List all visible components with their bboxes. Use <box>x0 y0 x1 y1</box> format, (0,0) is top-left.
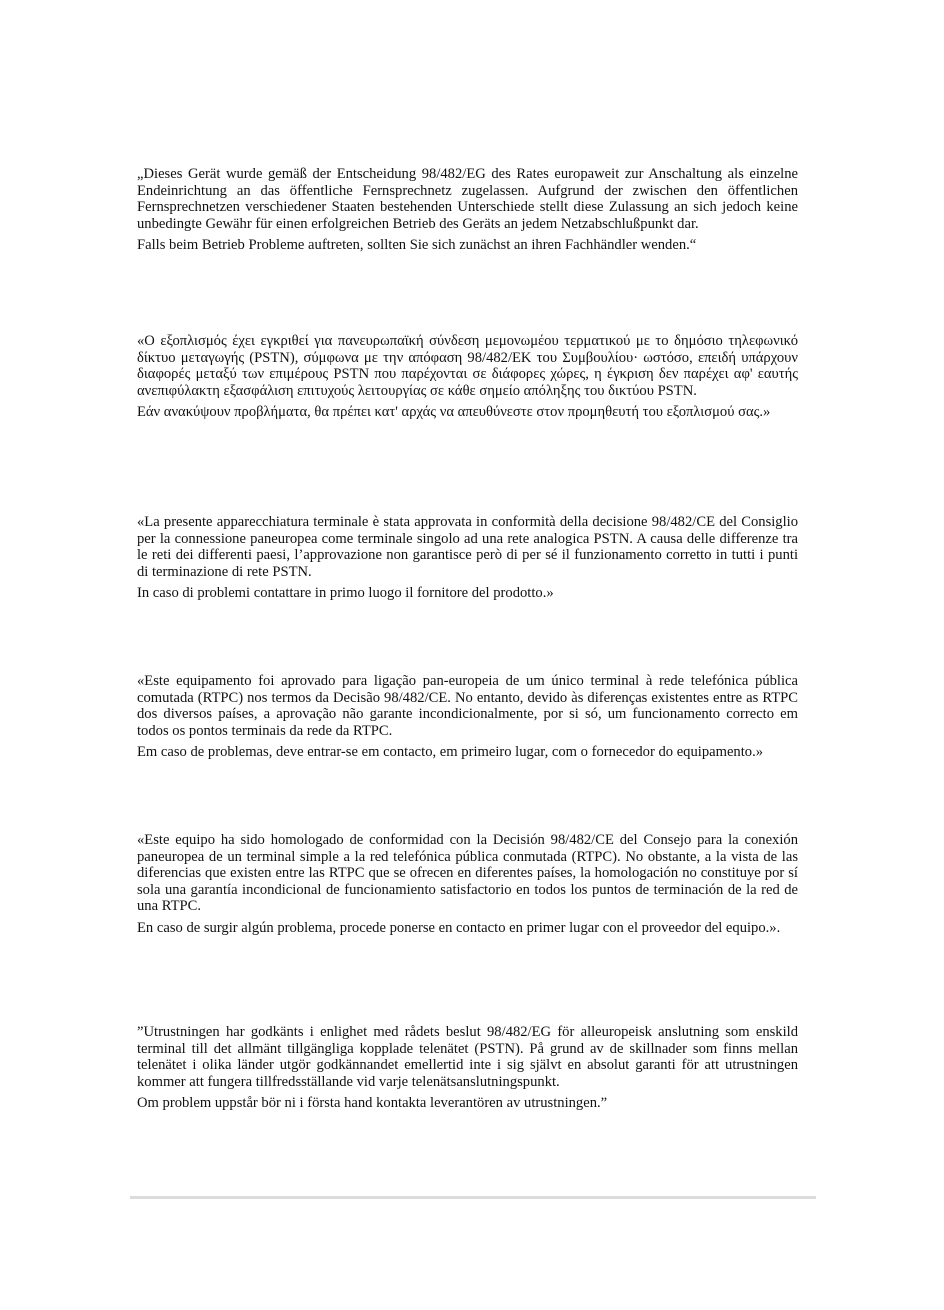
declaration-italian-paragraph-1: «La presente apparecchiatura terminale è stata approvata in conformità della decisione 98/482/CE del Consiglio per la connessione paneuropea come terminale singolo ad una rete analogica PSTN. A causa delle differenze tra le reti dei differenti paesi, l’approvazione non garantisce però di per sé il funzionamento corretto in tutti i punti di terminazione di rete PSTN. <box>137 514 798 580</box>
declaration-swedish-paragraph-1: ”Utrustningen har godkänts i enlighet med rådets beslut 98/482/EG för alleuropeisk anslutning som enskild terminal till det allmänt tillgängliga kopplade telenätet (PSTN). På grund av de skillnader som finns mellan telenätet i olika länder utgör godkännandet emellertid inte i sig självt en absolut garanti för att utrustningen kommer att fungera tillfredsställande vid varje telenätsanslutningspunkt. <box>137 1024 798 1090</box>
declaration-greek-paragraph-2: Εάν ανακύψουν προβλήματα, θα πρέπει κατ' αρχάς να απευθύνεστε στον προμηθευτή του εξοπλισμού σας.» <box>137 404 771 421</box>
declaration-greek <box>137 333 798 421</box>
declaration-greek-paragraph-1: «Ο εξοπλισμός έχει εγκριθεί για πανευρωπαϊκή σύνδεση μεμονωμέου τερματικού με το δημόσιο τηλεφωνικό δίκτυο μεταγωγής (PSTN), σύμφωνα με την απόφαση 98/482/ΕΚ του Συμβουλίου· ωστόσο, επειδή υπάρχουν διαφορές μεταξύ των επιμέρους PSTN που παρέχονται σε διάφορες χώρες, η έγκριση δεν παρέχει αφ' εαυτής ανεπιφύλακτη εξασφάλιση επιτυχούς λειτουργίας σε κάθε σημείο απόληξης του δικτύου PSTN. <box>137 333 798 399</box>
declaration-german-paragraph-2: Falls beim Betrieb Probleme auftreten, sollten Sie sich zunächst an ihren Fachhändler wenden.“ <box>137 237 697 254</box>
declaration-portuguese-paragraph-1: «Este equipamento foi aprovado para ligação pan-europeia de um único terminal à rede telefónica pública comutada (RTPC) nos termos da Decisão 98/482/CE. No entanto, devido às diferenças existentes entre as RTPC dos diversos países, a aprovação não garante incondicionalmente, por si só, um funcionamento correcto em todos os pontos terminais da rede da RTPC. <box>137 673 798 739</box>
declaration-portuguese-paragraph-2: Em caso de problemas, deve entrar-se em contacto, em primeiro lugar, com o fornecedor do equipamento.» <box>137 744 764 761</box>
declaration-swedish-paragraph-2: Om problem uppstår bör ni i första hand kontakta leverantören av utrustningen.” <box>137 1095 608 1112</box>
declaration-swedish <box>137 1024 798 1112</box>
declaration-spanish-paragraph-1: «Este equipo ha sido homologado de conformidad con la Decisión 98/482/CE del Consejo para la conexión paneuropea de un terminal simple a la red telefónica pública conmutada (RTPC). No obstante, a la vista de las diferencias que existen entre las RTPC que se ofrecen en diferentes países, la homologación no constituye por sí sola una garantía incondicional de funcionamiento satisfactorio en todos los puntos de terminación de la red de una RTPC. <box>137 832 798 915</box>
declaration-spanish <box>137 832 798 937</box>
footer-divider <box>130 1196 816 1199</box>
declaration-spanish-paragraph-2: En caso de surgir algún problema, procede ponerse en contacto en primer lugar con el proveedor del equipo.». <box>137 919 781 936</box>
declaration-italian <box>137 514 798 602</box>
declaration-portuguese <box>137 673 798 761</box>
declaration-italian-paragraph-2: In caso di problemi contattare in primo luogo il fornitore del prodotto.» <box>137 585 554 602</box>
declaration-german <box>137 166 798 254</box>
declaration-german-paragraph-1: „Dieses Gerät wurde gemäß der Entscheidung 98/482/EG des Rates europaweit zur Anschaltung als einzelne Endeinrichtung an das öffentliche Fernsprechnetz zugelassen. Aufgrund der zwischen den öffentlichen Fernsprechnetzen verschiedener Staaten bestehenden Unterschiede stellt diese Zulassung an sich jedoch keine unbedingte Gewähr für einen erfolgreichen Betrieb des Geräts an jedem Netzabschlußpunkt dar. <box>137 166 798 232</box>
